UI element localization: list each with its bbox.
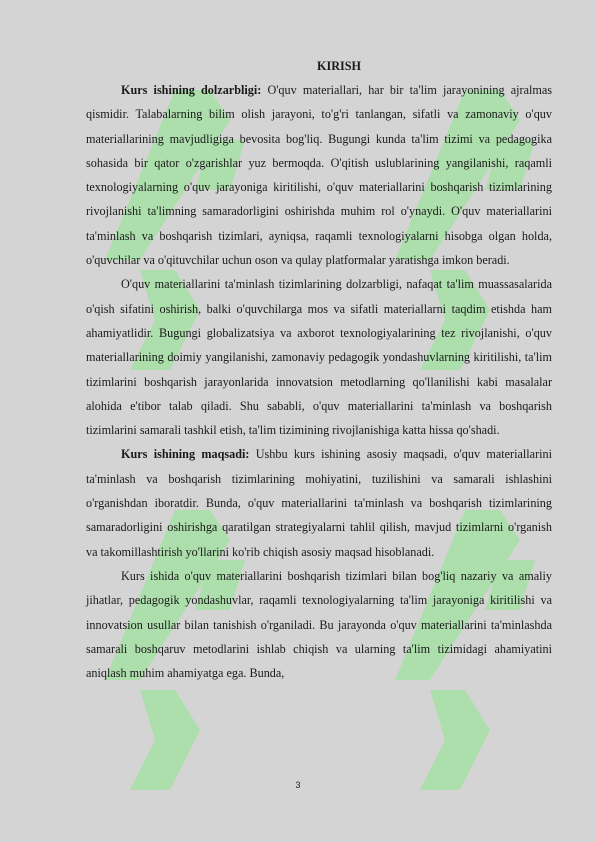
page-number: 3: [295, 780, 301, 790]
paragraph-label: Kurs ishining maqsadi:: [121, 447, 250, 462]
document-body: [86, 54, 552, 685]
paragraph: [86, 272, 552, 442]
paragraph-text: O'quv materiallarini ta'minlash tizimlarining dolzarbligi, nafaqat ta'lim muassasalarida o'qish sifatini oshirish, balki o'quvchilarga mos va sifatli materiallarni taqdim etishda ham ahamiyatlidir. Bugungi globalizatsiya va axborot texnologiyalarining tez rivojlanishi, o'quv materiallarining doimiy yangilanishi, zamonaviy pedagogik yondashuvlarning kiritilishi, ta'lim tizimlarini boshqarish jarayonlarida innovatsion metodlarning qo'llanilishi kabi masalalar alohida e'tibor talab qiladi. Shu sababli, o'quv materiallarini ta'minlash va boshqarish tizimlarini samarali tashkil etish, ta'lim tizimining rivojlanishiga katta hissa qo'shadi.: [86, 277, 552, 438]
paragraph: [86, 442, 552, 563]
paragraph-label: Kurs ishining dolzarbligi:: [121, 83, 262, 97]
paragraph-text: Ushbu kurs ishining asosiy maqsadi, o'quv materiallarini ta'minlash va boshqarish tizimlarining mohiyatini, tuzilishini va samarali ishlashini o'rganishdan iboratdir. Bunda, o'quv materiallarini ta'minlash va boshqarish tizimlarining samaradorligini oshirishga qaratilgan strategiyalarni tahlil qilish, mavjud tizimlarni o'rganish va takomillashtirish yo'llarini ko'rib chiqish asosiy maqsad hisoblanadi.: [86, 447, 553, 559]
paragraph: [86, 564, 552, 685]
paragraph: [86, 78, 552, 272]
paragraph-text: O'quv materiallari, har bir ta'lim jarayonining ajralmas qismidir. Talabalarning bilim olish jarayoni, to'g'ri tanlangan, sifatli va zamonaviy o'quv materiallarining mavjudligiga bevosita bog'liq. Bugungi kunda ta'lim tizimi va pedagogika sohasida bir qator o'zgarishlar yuz bermoqda. O'qitish uslublarining yangilanishi, raqamli texnologiyalarning o'quv jarayoniga kiritilishi, o'quv materiallarini boshqarish tizimlarining rivojlanishi ta'limning samaradorligini oshirishda muhim rol o'ynaydi. O'quv materiallarini ta'minlash va boshqarish tizimlari, ayniqsa, raqamli texnologiyalarni hisobga olgan holda, o'quvchilar va o'qituvchilar uchun oson va qulay platformalar yaratishga imkon beradi.: [86, 83, 553, 268]
page-title: KIRISH: [316, 59, 362, 73]
paragraph-text: Kurs ishida o'quv materiallarini boshqarish tizimlari bilan bog'liq nazariy va amaliy jihatlar, pedagogik yondashuvlar, raqamli texnologiyalarning ta'lim jarayoniga kiritilishi va innovatsion usullar bilan tanishish o'rganiladi. Bu jarayonda o'quv materiallarini ta'minlashda samarali boshqaruv metodlarini ishlab chiqish va ularning ta'lim tizimidagi ahamiyatini aniqlash muhim ahamiyatga ega. Bunda,: [86, 568, 552, 681]
